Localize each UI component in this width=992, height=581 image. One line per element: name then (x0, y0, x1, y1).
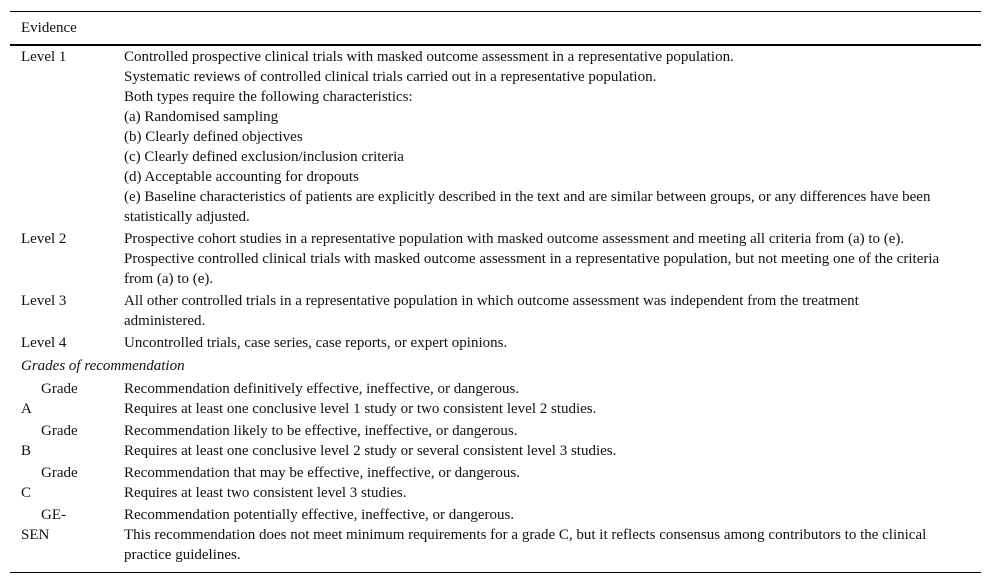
description-line: Recommendation that may be effective, ineffective, or dangerous. (124, 465, 520, 481)
criterion-a: (a) Randomised sampling (124, 109, 279, 125)
level-row-1 (10, 45, 981, 228)
description-line: Recommendation likely to be effective, ineffective, or dangerous. (124, 423, 518, 439)
description-line: Prospective cohort studies in a representative population with masked outcome assessment and meeting all criteria from (a) to (e). (124, 231, 905, 247)
evidence-header: Evidence (10, 12, 981, 46)
grade-row-c (10, 462, 981, 504)
description-line: Requires at least two consistent level 3 studies. (124, 485, 407, 501)
level-row-3 (10, 290, 981, 332)
description-line: Both types require the following characteristics: (124, 89, 413, 105)
level-description (124, 45, 981, 228)
level-row-4 (10, 332, 981, 354)
grade-label-line1: Grade (41, 423, 78, 439)
level-label: Level 1 (21, 49, 67, 65)
criterion-c: (c) Clearly defined exclusion/inclusion criteria (124, 149, 404, 165)
level-description (124, 290, 981, 332)
grade-description (124, 462, 981, 504)
grade-row-gesen (10, 504, 981, 573)
evidence-table (10, 11, 981, 573)
grade-label (10, 420, 124, 462)
criterion-b: (b) Clearly defined objectives (124, 129, 303, 145)
grade-description (124, 420, 981, 462)
description-line: All other controlled trials in a representative population in which outcome assessment was independent from the treatment administered. (124, 293, 859, 329)
grade-label-line2: C (21, 485, 32, 501)
grade-label-line1: GE- (41, 507, 66, 523)
level-label: Level 4 (21, 335, 67, 351)
description-line: Systematic reviews of controlled clinical trials carried out in a representative population. (124, 69, 657, 85)
grade-label-line2: A (21, 401, 32, 417)
grade-label (10, 462, 124, 504)
level-description (124, 228, 981, 290)
description-line: Requires at least one conclusive level 1 study or two consistent level 2 studies. (124, 401, 597, 417)
description-line: Uncontrolled trials, case series, case reports, or expert opinions. (124, 335, 508, 351)
description-line: Recommendation potentially effective, ineffective, or dangerous. (124, 507, 515, 523)
description-line: This recommendation does not meet minimum requirements for a grade C, but it reflects consensus among contributors to the clinical practice guidelines. (124, 527, 927, 563)
evidence-table-container (10, 11, 981, 573)
level-description (124, 332, 981, 354)
level-row-2 (10, 228, 981, 290)
grade-description (124, 378, 981, 420)
grade-description (124, 504, 981, 573)
grade-label-line2: B (21, 443, 32, 459)
grade-label-line1: Grade (41, 465, 78, 481)
grade-label-line2: SEN (21, 527, 50, 543)
description-line: Recommendation definitively effective, ineffective, or dangerous. (124, 381, 520, 397)
grade-row-a (10, 378, 981, 420)
description-line: Prospective controlled clinical trials with masked outcome assessment in a representative population, but not meeting one of the criteria from (a) to (e). (124, 251, 940, 287)
grade-row-b (10, 420, 981, 462)
level-label: Level 3 (21, 293, 67, 309)
criterion-e: (e) Baseline characteristics of patients are explicitly described in the text and are similar between groups, or any differences have been statistically adjusted. (124, 189, 931, 225)
grade-label (10, 378, 124, 420)
description-line: Requires at least one conclusive level 2 study or several consistent level 3 studies. (124, 443, 617, 459)
header-row (10, 12, 981, 46)
level-label: Level 2 (21, 231, 67, 247)
grade-label-line1: Grade (41, 381, 78, 397)
grades-section-row (10, 354, 981, 378)
description-line: Controlled prospective clinical trials with masked outcome assessment in a representative population. (124, 49, 734, 65)
grades-section-title: Grades of recommendation (21, 358, 185, 374)
criterion-d: (d) Acceptable accounting for dropouts (124, 169, 359, 185)
grade-label (10, 504, 124, 573)
